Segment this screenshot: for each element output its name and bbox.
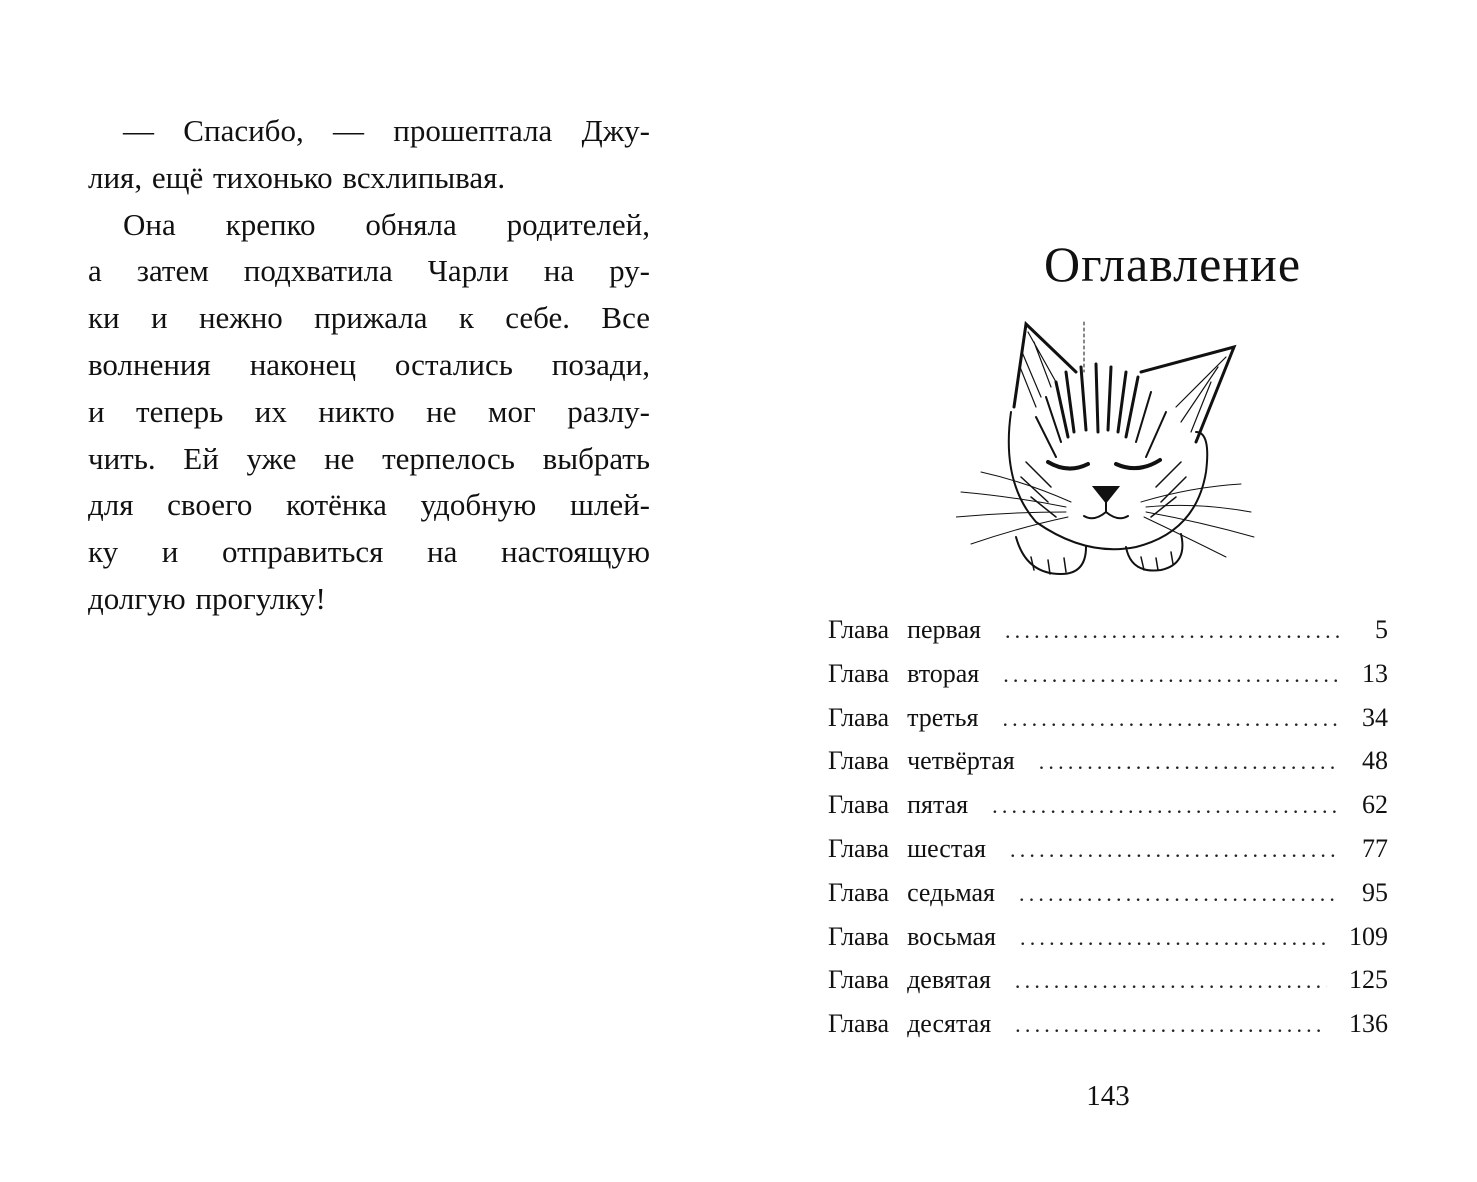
table-of-contents: [828, 608, 1388, 1046]
toc-entry-chapter: девятая: [907, 965, 991, 995]
toc-entry-page: 13: [1362, 658, 1388, 688]
toc-entry[interactable]: [828, 915, 1388, 959]
toc-entry-chapter: первая: [907, 615, 981, 644]
toc-entry-page: 109: [1349, 921, 1388, 951]
toc-entry-page: 62: [1362, 790, 1388, 820]
toc-entry[interactable]: [828, 739, 1388, 783]
toc-entry[interactable]: [828, 871, 1388, 915]
toc-entry-word: Глава: [828, 702, 890, 732]
toc-leader-dots: [1039, 740, 1340, 784]
toc-entry[interactable]: [828, 652, 1388, 696]
story-line: чить. Ей уже не терпелось выбрать: [88, 440, 650, 476]
toc-entry-chapter: седьмая: [907, 877, 995, 907]
toc-entry[interactable]: [828, 696, 1388, 740]
toc-entry-word: Глава: [828, 615, 890, 644]
story-line: — Спасибо, — прошептала Джу-: [123, 113, 650, 148]
toc-entry-word: Глава: [828, 790, 890, 820]
toc-entry[interactable]: [828, 608, 1388, 652]
toc-leader-dots: [1002, 697, 1340, 741]
story-line: ки и нежно прижала к себе. Все: [88, 300, 650, 336]
toc-entry-word: Глава: [828, 658, 890, 688]
right-page: [738, 0, 1477, 1182]
story-line: для своего котёнка удобную шлей-: [88, 487, 650, 523]
toc-entry-chapter: вторая: [907, 658, 980, 688]
toc-leader-dots: [1015, 1003, 1327, 1047]
toc-leader-dots: [1005, 609, 1340, 653]
story-line: и теперь их никто не мог разлу-: [88, 393, 650, 429]
story-line: Она крепко обняла родителей,: [123, 206, 650, 242]
toc-entry-chapter: десятая: [907, 1009, 992, 1039]
toc-leader-dots: [1010, 828, 1340, 872]
toc-entry-word: Глава: [828, 833, 890, 863]
story-line: лия, ещё тихонько всхлипывая.: [88, 159, 506, 195]
story-line: а затем подхватила Чарли на ру-: [88, 253, 650, 289]
toc-entry-page: 5: [1375, 615, 1388, 644]
sleeping-kitten-icon: [956, 312, 1256, 582]
toc-entry-chapter: четвёртая: [907, 746, 1015, 776]
toc-entry-chapter: третья: [907, 702, 979, 732]
toc-entry-page: 77: [1362, 833, 1388, 863]
story-line: волнения наконец остались позади,: [88, 346, 650, 382]
toc-leader-dots: [1019, 872, 1340, 916]
story-text: [88, 108, 650, 623]
toc-entry[interactable]: [828, 958, 1388, 1002]
page-number: 143: [1086, 1080, 1130, 1112]
toc-entry-word: Глава: [828, 877, 890, 907]
toc-entry-page: 125: [1349, 965, 1388, 995]
toc-entry[interactable]: [828, 783, 1388, 827]
toc-entry-page: 136: [1349, 1009, 1388, 1039]
toc-entry-word: Глава: [828, 1009, 890, 1039]
toc-entry-word: Глава: [828, 921, 890, 951]
toc-entry-word: Глава: [828, 746, 890, 776]
toc-title: Оглавление: [1043, 236, 1302, 292]
story-line: ку и отправиться на настоящую: [88, 534, 650, 570]
toc-entry-word: Глава: [828, 965, 890, 995]
toc-leader-dots: [1015, 959, 1327, 1003]
toc-entry-chapter: восьмая: [907, 921, 996, 951]
left-page: [0, 0, 738, 1182]
toc-entry-page: 95: [1362, 877, 1388, 907]
toc-entry-page: 48: [1362, 746, 1388, 776]
toc-entry[interactable]: [828, 827, 1388, 871]
story-line: долгую прогулку!: [88, 580, 326, 616]
toc-entry-chapter: шестая: [907, 833, 987, 863]
toc-entry-page: 34: [1362, 702, 1388, 732]
toc-leader-dots: [992, 784, 1340, 828]
toc-leader-dots: [1003, 653, 1340, 697]
toc-leader-dots: [1020, 916, 1327, 960]
toc-entry[interactable]: [828, 1002, 1388, 1046]
toc-entry-chapter: пятая: [907, 790, 969, 820]
